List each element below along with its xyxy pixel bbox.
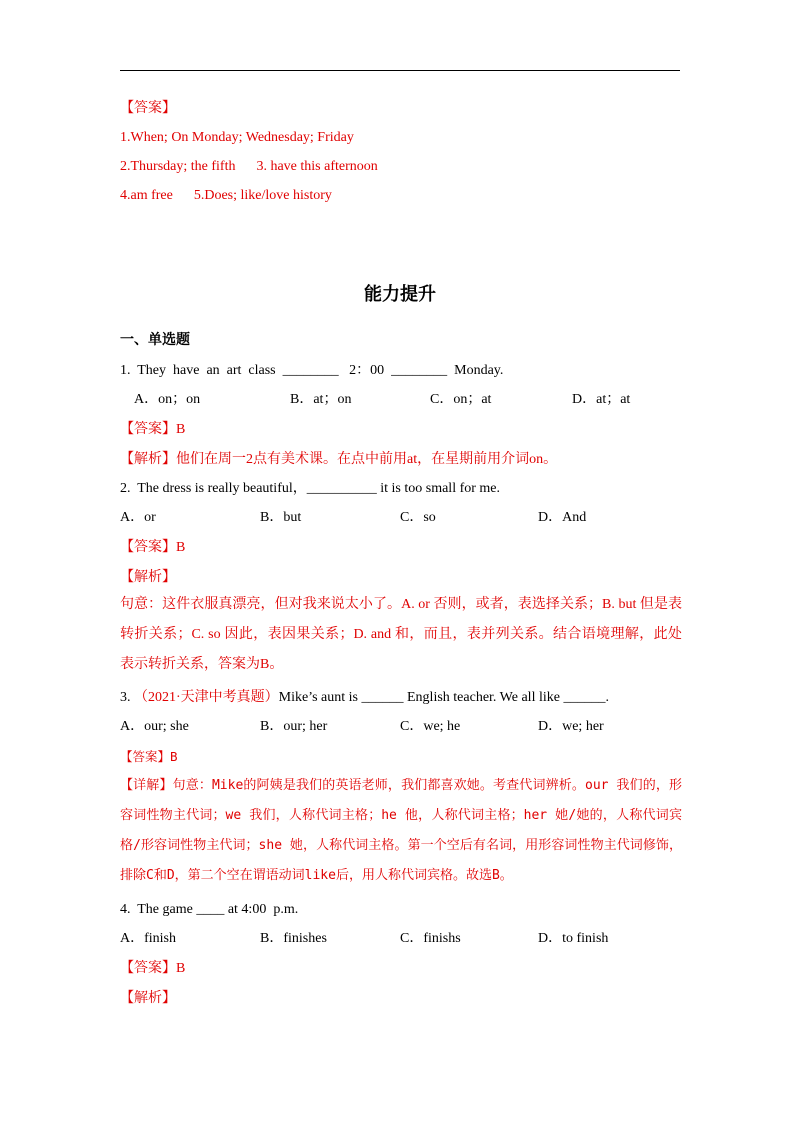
question-1-stem: 1. They have an art class ________ 2：00 ________ Monday. <box>120 363 504 378</box>
section-title: 能力提升 <box>364 284 436 304</box>
question-4-stem: 4. The game ____ at 4:00 p.m. <box>120 902 299 917</box>
q4-answer: 【答案】B <box>120 961 186 976</box>
q3-stem: Mike’s aunt is ______ English teacher. We all like ______. <box>278 690 609 705</box>
top-answer-line-2: 2.Thursday; the fifth 3. have this afternoon <box>120 159 378 174</box>
q1-analysis: 【解析】他们在周一2点有美术课。在点中前用at，在星期前用介词on。 <box>120 452 558 467</box>
top-answer-label: 【答案】 <box>120 101 176 116</box>
q3-answer: 【答案】B <box>120 749 178 764</box>
top-answer-line-1: 1.When; On Monday; Wednesday; Friday <box>120 130 354 145</box>
top-answer-line-3: 4.am free 5.Does; like/love history <box>120 188 332 203</box>
q2-option-d: D．And <box>538 510 587 525</box>
q1-option-c: C．on；at <box>430 392 492 407</box>
q1-option-d: D．at；at <box>572 392 631 407</box>
subsection-title: 一、单选题 <box>120 333 190 348</box>
q1-option-b: B．at；on <box>290 392 352 407</box>
question-3 <box>120 689 609 707</box>
header-rule <box>120 70 680 71</box>
q3-option-b: B．our; her <box>260 719 328 734</box>
q2-analysis-label: 【解析】 <box>120 570 176 585</box>
q3-analysis: 【详解】句意：Mike的阿姨是我们的英语老师，我们都喜欢她。考查代词辨析。our 我们的，形容词性物主代词；we 我们，人称代词主格；he 他，人称代词主格；her 她/她的，人称代词宾格/形容词性物主代词；she 她，人称代词主格。第一个空后有名词，用形容词性物主代词修饰，排除C和D，第二个空在谓语动词like后，用人称代词宾格。故选B。 <box>120 778 682 883</box>
q4-option-c: C．finishs <box>400 931 461 946</box>
q2-option-a: A．or <box>120 510 156 525</box>
q1-option-a: A．on；on <box>134 392 201 407</box>
q3-option-d: D．we; her <box>538 719 604 734</box>
q1-answer: 【答案】B <box>120 422 186 437</box>
question-2-stem: 2. The dress is really beautiful，__________ it is too small for me. <box>120 481 501 496</box>
q4-analysis-label: 【解析】 <box>120 991 176 1006</box>
q2-answer: 【答案】B <box>120 540 186 555</box>
q4-option-b: B．finishes <box>260 931 327 946</box>
q2-option-c: C．so <box>400 510 436 525</box>
q3-option-c: C．we; he <box>400 719 461 734</box>
q4-option-d: D．to finish <box>538 931 609 946</box>
q2-option-b: B．but <box>260 510 302 525</box>
q3-source: （2021·天津中考真题） <box>134 690 279 705</box>
q3-number: 3. <box>120 690 131 705</box>
q2-analysis-text: 句意：这件衣服真漂亮，但对我来说太小了。A. or 否则，或者，表选择关系；B. but 但是表转折关系；C. so 因此，表因果关系；D. and 和，而且，表并列关系。结合语境理解，此处表示转折关系，答案为B。 <box>120 597 682 672</box>
q4-option-a: A．finish <box>120 931 176 946</box>
q3-option-a: A．our; she <box>120 719 189 734</box>
